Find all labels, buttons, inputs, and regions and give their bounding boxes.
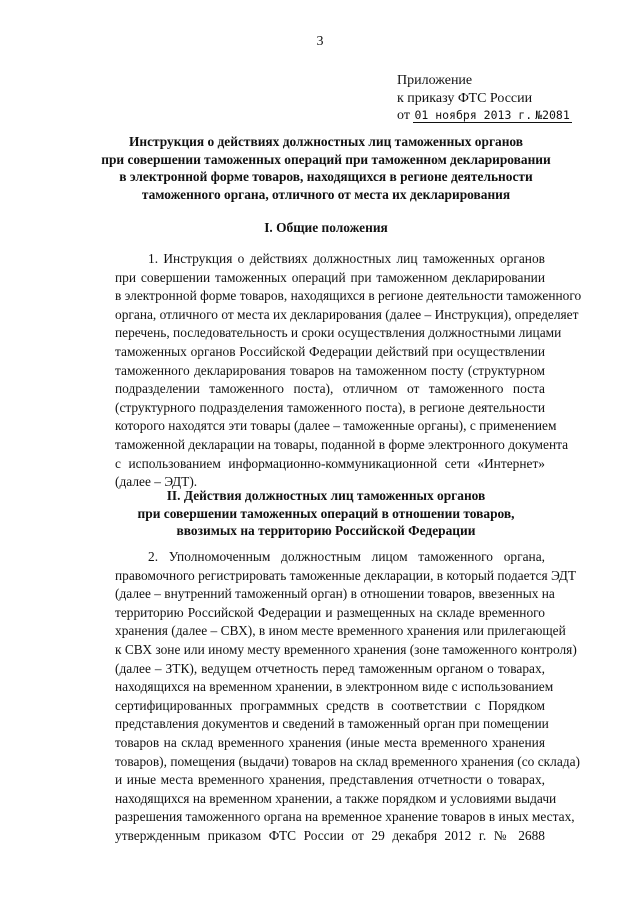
text-line: правомочного регистрировать таможенные декларации, в который подается ЭДТ [115, 567, 577, 583]
text-line: территорию Российской Федерации и размещенных на складе временного [115, 604, 545, 620]
text-line: таможенного декларирования товаров на таможенном посту (структурном [115, 362, 545, 378]
text-line: 2. Уполномоченным должностным лицом таможенного органа, [148, 549, 545, 564]
text-line: утвержденным приказом ФТС России от 29 декабря 2012 г. № 2688 [115, 827, 545, 843]
text-line: и иные места временного хранения, представления отчетности о товарах, [115, 772, 545, 788]
paragraph-2 [115, 548, 580, 846]
title-line: Инструкция о действиях должностных лиц таможенных органов [128, 134, 524, 149]
text-line: в электронной форме товаров, находящихся в регионе деятельности таможенного [115, 288, 582, 304]
text-line: которого находятся эти товары (далее – таможенные органы), с применением [115, 418, 557, 434]
text-line: (далее – ЭДТ). [115, 474, 198, 490]
date-prefix: от [397, 108, 410, 123]
text-line: таможенной декларации на товары, поданной в форме электронного документа [115, 436, 569, 452]
text-line: сертифицированных программных средств в соответствии с Порядком [115, 697, 545, 713]
text-line: разрешения таможенного органа на временное хранение товаров в иных местах, [115, 809, 575, 825]
text-line: таможенных органов Российской Федерации действий при осуществлении [115, 343, 545, 359]
section-heading-general: I. Общие положения [264, 220, 388, 235]
page-number: 3 [316, 34, 324, 49]
heading-line: при совершении таможенных операций в отношении товаров, [137, 505, 515, 521]
text-line: при совершении таможенных операций при таможенном декларировании [115, 269, 545, 285]
appendix-date-line [397, 107, 572, 125]
text-line: подразделении таможенного поста), отличном от таможенного поста [115, 381, 545, 397]
text-line: (структурного подразделения таможенного поста), в регионе деятельности [115, 399, 545, 415]
text-line: находящихся на временном хранении, в электронном виде с использованием [115, 679, 554, 695]
appendix-order-ref: к приказу ФТС России [397, 90, 533, 106]
title-line: таможенного органа, отличного от места их декларирования [141, 186, 511, 202]
order-number-stamp: №2081 [535, 108, 570, 122]
document-title [96, 133, 556, 203]
text-line: (далее – ЗТК), ведущем отчетность перед таможенным органом о товарах, [115, 660, 545, 676]
title-line: при совершении таможенных операций при таможенном декларировании [101, 151, 551, 167]
text-line: товаров на склад временного хранения (иные места временного хранения [115, 734, 545, 750]
text-line: (далее – внутренний таможенный орган) в отношении товаров, ввезенных на [115, 586, 555, 602]
text-line: находящихся на временном хранении, а также порядком и условиями выдачи [115, 790, 557, 806]
text-line: 1. Инструкция о действиях должностных лиц таможенных органов [148, 251, 545, 266]
date-stamp: 01 ноября 2013 г. [414, 108, 533, 122]
text-line: перечень, последовательность и сроки осуществления должностными лицами [115, 325, 562, 341]
title-line: в электронной форме товаров, находящихся в регионе деятельности [119, 169, 533, 185]
appendix-label: Приложение [397, 73, 473, 88]
text-line: товаров), помещения (выдачи) товаров на склад временного хранения (со склада) [115, 753, 580, 769]
text-line: представления документов и сведений в таможенный орган при помещении [115, 716, 549, 732]
text-line: с использованием информационно-коммуникационной сети «Интернет» [115, 455, 545, 471]
paragraph-1 [115, 250, 582, 492]
text-line: к СВХ зоне или иному месту временного хранения (зоне таможенного контроля) [115, 641, 577, 657]
text-line: органа, отличного от места их декларирования (далее – Инструкция), определяет [115, 306, 579, 322]
section-heading-import [96, 487, 556, 540]
heading-line: II. Действия должностных лиц таможенных органов [166, 488, 486, 503]
appendix-block [397, 72, 572, 125]
text-line: хранения (далее – СВХ), в ином месте временного хранения или прилегающей [115, 623, 566, 639]
heading-line: ввозимых на территорию Российской Федерации [176, 523, 476, 539]
